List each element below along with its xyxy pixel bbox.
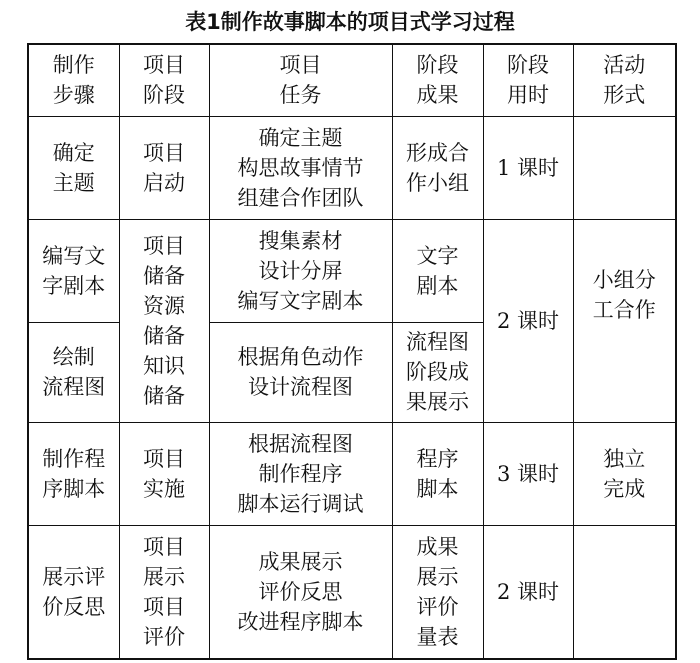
header-cell-phase: 项目 阶段	[119, 44, 209, 116]
cell-form	[573, 525, 676, 659]
cell-phase: 项目 储备 资源 储备 知识 储备	[119, 219, 209, 422]
cell-step: 绘制 流程图	[28, 322, 119, 422]
cell-result: 程序 脚本	[392, 422, 483, 525]
table-header-row	[28, 44, 676, 116]
cell-time: 2 课时	[483, 219, 573, 422]
table-title: 表1制作故事脚本的项目式学习过程	[185, 10, 515, 34]
header-cell-time: 阶段 用时	[483, 44, 573, 116]
cell-task: 根据流程图 制作程序 脚本运行调试	[209, 422, 392, 525]
cell-step: 制作程 序脚本	[28, 422, 119, 525]
cell-result: 流程图 阶段成 果展示	[392, 322, 483, 422]
cell-task: 成果展示 评价反思 改进程序脚本	[209, 525, 392, 659]
cell-time: 2 课时	[483, 525, 573, 659]
table-row	[28, 422, 676, 525]
cell-task: 根据角色动作 设计流程图	[209, 322, 392, 422]
cell-result: 文字 剧本	[392, 219, 483, 322]
cell-form: 小组分 工合作	[573, 219, 676, 422]
cell-form	[573, 116, 676, 219]
table-row	[28, 525, 676, 659]
table-row	[28, 219, 676, 322]
cell-form: 独立 完成	[573, 422, 676, 525]
table-row	[28, 116, 676, 219]
cell-time: 3 课时	[483, 422, 573, 525]
cell-task: 搜集素材 设计分屏 编写文字剧本	[209, 219, 392, 322]
header-cell-form: 活动 形式	[573, 44, 676, 116]
cell-step: 展示评 价反思	[28, 525, 119, 659]
cell-result: 成果 展示 评价 量表	[392, 525, 483, 659]
header-cell-step: 制作 步骤	[28, 44, 119, 116]
cell-phase: 项目 展示 项目 评价	[119, 525, 209, 659]
cell-phase: 项目 实施	[119, 422, 209, 525]
cell-step: 确定 主题	[28, 116, 119, 219]
project-learning-table	[27, 43, 677, 660]
cell-phase: 项目 启动	[119, 116, 209, 219]
cell-time: 1 课时	[483, 116, 573, 219]
header-cell-task: 项目 任务	[209, 44, 392, 116]
cell-task: 确定主题 构思故事情节 组建合作团队	[209, 116, 392, 219]
cell-step: 编写文 字剧本	[28, 219, 119, 322]
cell-result: 形成合 作小组	[392, 116, 483, 219]
header-cell-result: 阶段 成果	[392, 44, 483, 116]
